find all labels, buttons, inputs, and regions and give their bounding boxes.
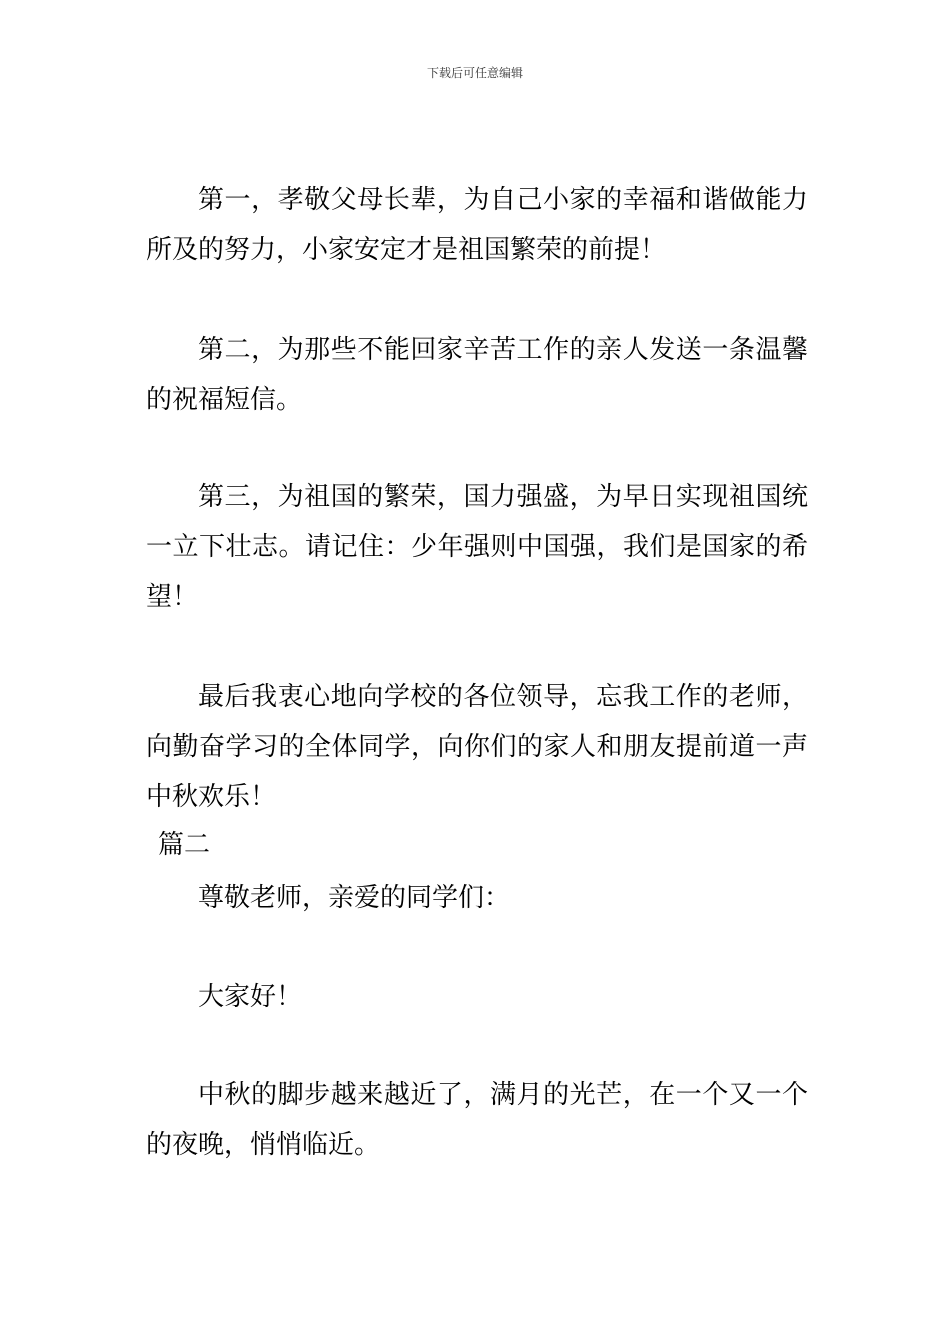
page-header-note: 下载后可任意编辑	[426, 66, 523, 80]
salutation: 尊敬老师，亲爱的同学们：	[198, 883, 511, 913]
section-title: 篇二	[158, 830, 211, 860]
paragraph-second-point: 第二，为那些不能回家辛苦工作的亲人发送一条温馨的祝福短信。	[146, 335, 808, 415]
paragraph-opening: 中秋的脚步越来越近了，满月的光芒，在一个又一个的夜晚，悄悄临近。	[146, 1080, 808, 1160]
paragraph-third-point: 第三，为祖国的繁荣，国力强盛，为早日实现祖国统一立下壮志。请记住：少年强则中国强，我们是国家的希望！	[146, 482, 808, 612]
paragraph-first-point: 第一，孝敬父母长辈，为自己小家的幸福和谐做能力所及的努力，小家安定才是祖国繁荣的前提！	[146, 185, 808, 265]
greeting: 大家好！	[198, 982, 303, 1012]
paragraph-closing-wishes: 最后我衷心地向学校的各位领导，忘我工作的老师，向勤奋学习的全体同学，向你们的家人和朋友提前道一声中秋欢乐！	[146, 682, 808, 812]
